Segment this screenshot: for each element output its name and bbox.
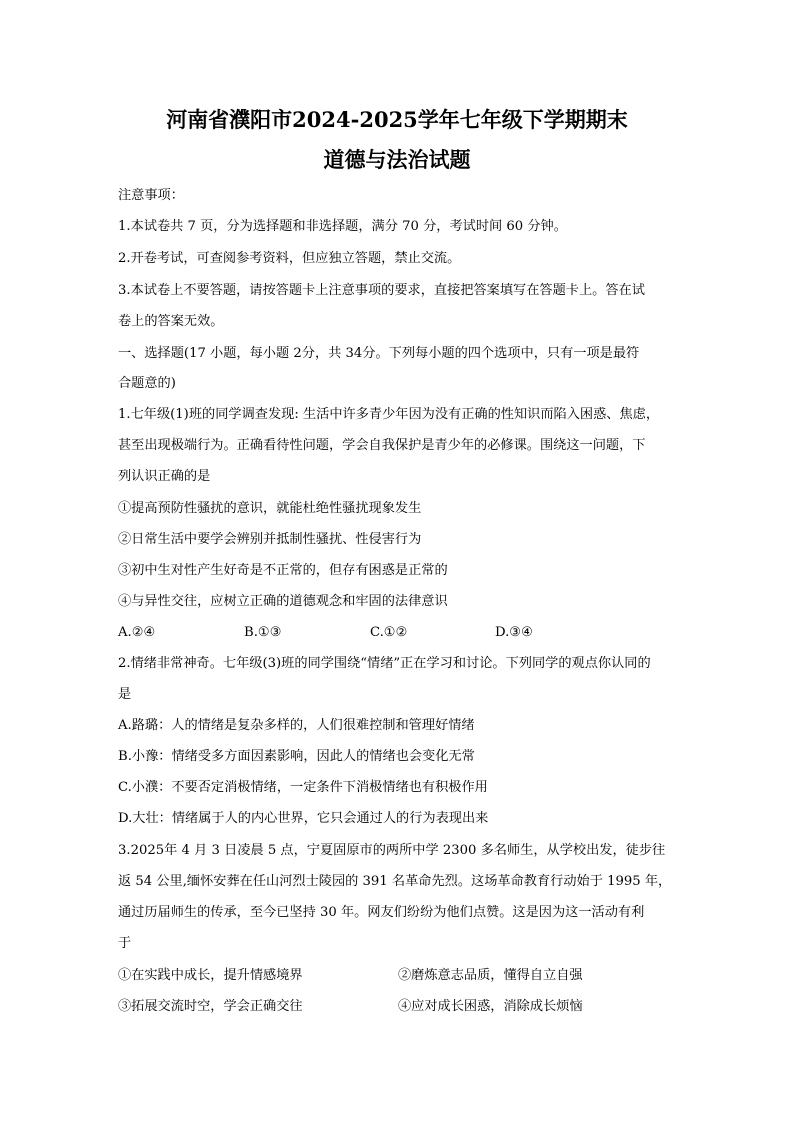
question-1-stem: 甚至出现极端行为。正确看待性问题，学会自我保护是青少年的必修课。围绕这一问题，下 <box>118 438 646 453</box>
question-1-option-a: A.②④ <box>118 625 156 640</box>
question-3-item: ①在实践中成长，提升情感境界 <box>118 968 303 983</box>
question-1-item: ②日常生活中要学会辨别并抵制性骚扰、性侵害行为 <box>118 532 422 547</box>
question-1-stem: 列认识正确的是 <box>118 469 211 484</box>
question-3-item: ③拓展交流时空，学会正确交往 <box>118 999 303 1014</box>
question-2-option-b: B.小豫：情绪受多方面因素影响，因此人的情绪也会变化无常 <box>118 749 475 764</box>
question-3-stem: 3.2025年 4 月 3 日凌晨 5 点，宁夏固原市的两所中学 2300 多名师生，从学校出发，徒步往 <box>118 843 666 858</box>
question-1-option-d: D.③④ <box>495 625 533 640</box>
question-3-stem: 返 54 公里,缅怀安葬在任山河烈士陵园的 391 名革命先烈。这场革命教育行动始于 1995 年， <box>118 874 672 889</box>
question-1-item: ①提高预防性骚扰的意识，就能杜绝性骚扰现象发生 <box>118 501 422 516</box>
question-3-item: ②磨炼意志品质，懂得自立自强 <box>398 968 583 983</box>
notice-heading: 注意事项： <box>118 188 184 203</box>
section-heading: 合题意的) <box>118 376 176 391</box>
question-3-stem: 通过历届师生的传承，至今已坚持 30 年。网友们纷纷为他们点赞。这是因为这一活动有利 <box>118 905 645 920</box>
notice-item: 2.开卷考试，可查阅参考资料，但应独立答题，禁止交流。 <box>118 251 461 266</box>
exam-subtitle: 道德与法治试题 <box>323 147 471 172</box>
notice-item: 卷上的答案无效。 <box>118 314 224 329</box>
question-2-option-a: A.路璐：人的情绪是复杂多样的，人们很难控制和管理好情绪 <box>118 718 475 733</box>
question-2-stem: 2.情绪非常神奇。七年级(3)班的同学围绕“情绪”正在学习和讨论。下列同学的观点你认同的 <box>118 656 651 671</box>
question-1-option-b: B.①③ <box>244 625 282 640</box>
question-2-option-c: C.小濮：不要否定消极情绪，一定条件下消极情绪也有积极作用 <box>118 780 488 795</box>
question-2-stem: 是 <box>118 687 132 702</box>
notice-item: 3.本试卷上不要答题，请按答题卡上注意事项的要求，直接把答案填写在答题卡上。答在试 <box>118 283 645 298</box>
question-1-option-c: C.①② <box>370 625 408 640</box>
question-1-stem: 1.七年级(1)班的同学调查发现: 生活中许多青少年因为没有正确的性知识而陷入困惑、焦虑， <box>118 407 660 422</box>
section-heading: 一、选择题(17 小题，每小题 2分，共 34分。下列每小题的四个选项中，只有一项是最符 <box>118 346 640 361</box>
question-1-item: ③初中生对性产生好奇是不正常的，但存有困惑是正常的 <box>118 563 448 578</box>
question-2-option-d: D.大壮：情绪属于人的内心世界，它只会通过人的行为表现出来 <box>118 811 489 826</box>
exam-title: 河南省濮阳市2024-2025学年七年级下学期期末 <box>166 107 628 132</box>
notice-item: 1.本试卷共 7 页，分为选择题和非选择题，满分 70 分，考试时间 60 分钟。 <box>118 219 567 234</box>
question-3-stem: 于 <box>118 936 132 951</box>
question-1-item: ④与异性交往，应树立正确的道德观念和牢固的法律意识 <box>118 594 448 609</box>
question-3-item: ④应对成长困惑，消除成长烦恼 <box>398 999 583 1014</box>
